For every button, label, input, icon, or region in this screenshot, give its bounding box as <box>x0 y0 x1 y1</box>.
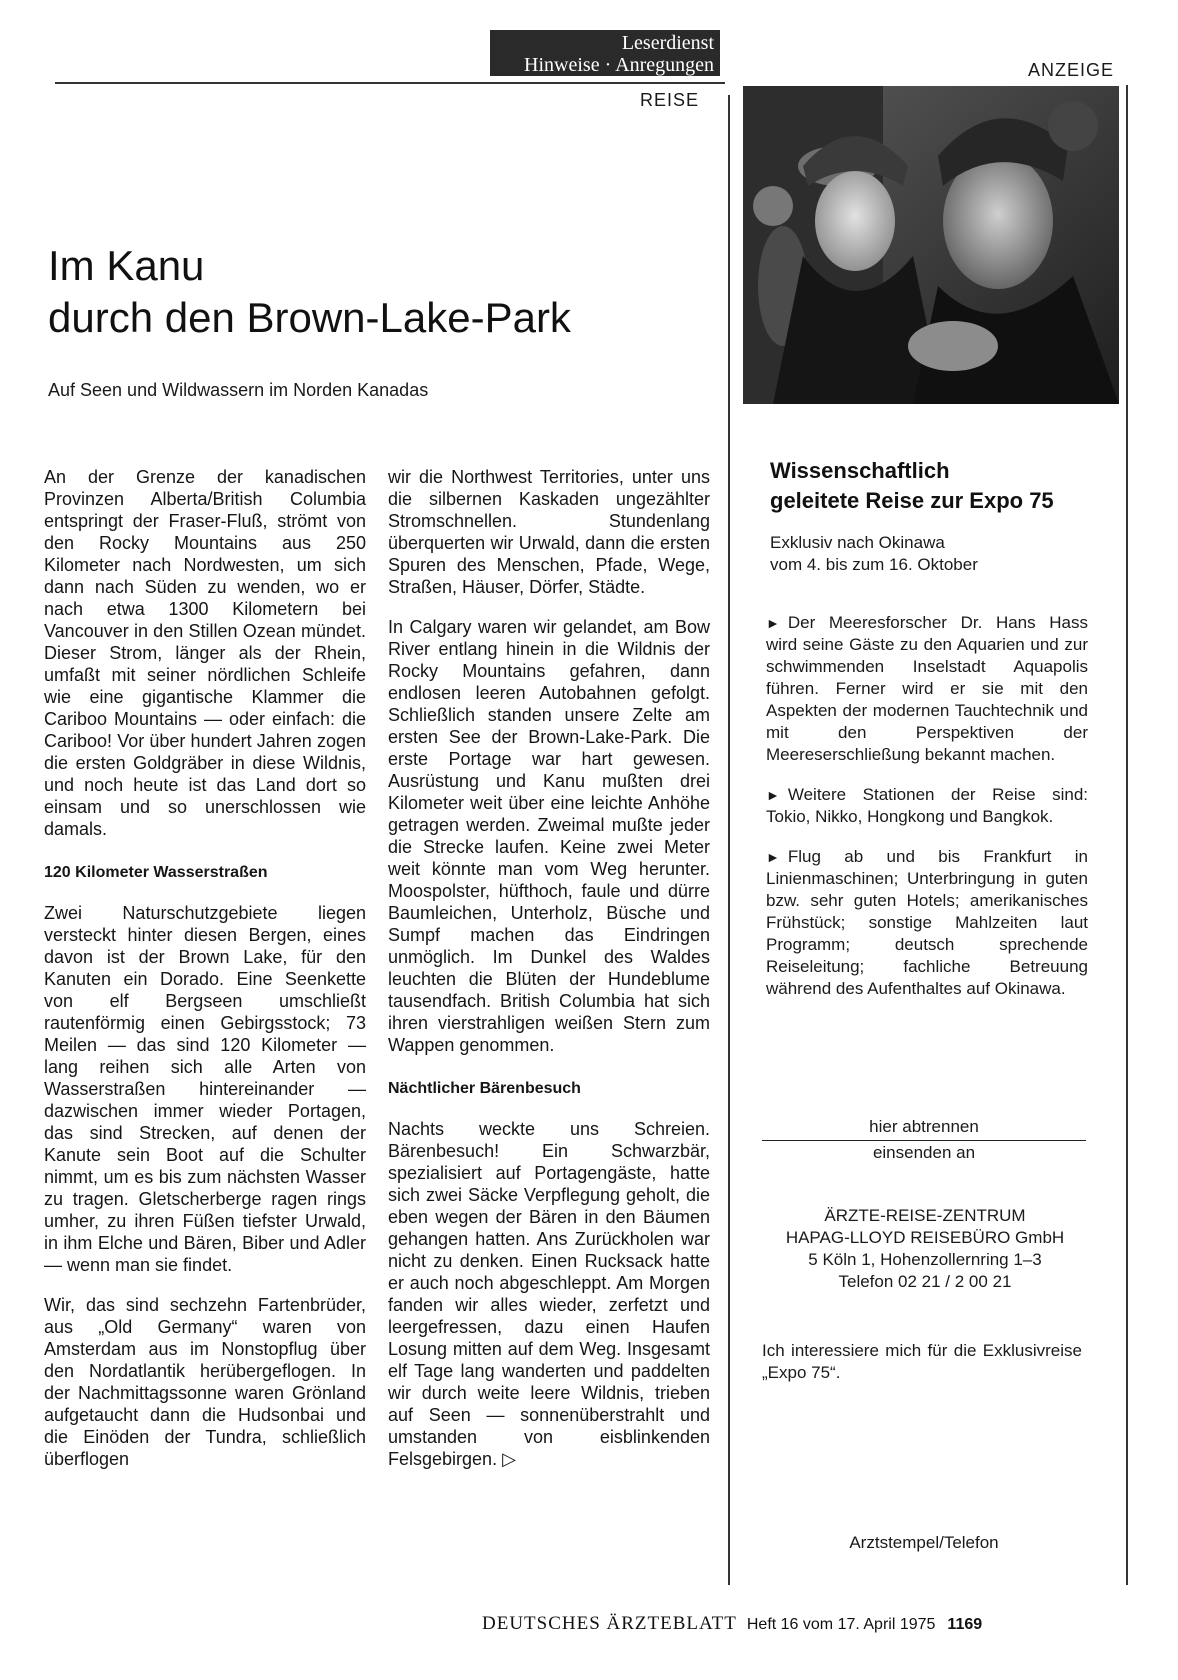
ad-bullet-text: Der Meeresforscher Dr. Hans Hass wird seine Gäste zu den Aquarien und zur schwimmenden Inselstadt Aquapolis führen. Ferner wird er sie mit den Aspekten der modernen Tauchtechnik und mit den Perspektiven der Meereserschließung bekannt machen. <box>766 613 1088 764</box>
ad-photo <box>743 86 1119 404</box>
triangle-bullet-icon: ► <box>766 849 780 865</box>
article-title-line-2: durch den Brown-Lake-Park <box>48 294 571 341</box>
badge-line-1: Leserdienst <box>621 32 714 54</box>
ad-label: ANZEIGE <box>1028 60 1115 80</box>
ad-bullet-text: Flug ab und bis Frankfurt in Linienmaschinen; Unterbringung in guten bzw. sehr guten Hotels; amerikanisches Frühstück; sonstige Mahlzeiten laut Programm; deutsch sprechende Reiseleitung; fachliche Betreuung während des Aufenthaltes auf Okinawa. <box>766 847 1088 998</box>
article-title-line-1: Im Kanu <box>48 242 205 289</box>
subheading: Nächtlicher Bärenbesuch <box>388 1080 581 1097</box>
badge-line-2: Hinweise · Anregungen <box>524 54 714 76</box>
ad-headline-line-2: geleitete Reise zur Expo 75 <box>770 488 1054 513</box>
page-footer <box>482 1613 982 1635</box>
article-subtitle: Auf Seen und Wildwassern im Norden Kanadas <box>48 380 429 400</box>
ad-headline-line-1: Wissenschaftlich <box>770 458 950 483</box>
ad-subheadline <box>770 532 978 576</box>
address-block <box>760 1205 1090 1293</box>
ad-sub-line-2: vom 4. bis zum 16. Oktober <box>770 555 978 574</box>
top-rule <box>55 82 725 84</box>
send-to-label: einsenden an <box>872 1143 976 1162</box>
ad-border-right <box>1126 85 1128 1585</box>
section-badge <box>490 30 720 76</box>
address-line: ÄRZTE-REISE-ZENTRUM <box>824 1206 1026 1225</box>
ad-headline <box>770 456 1110 516</box>
paragraph: wir die Northwest Territories, unter uns die silbernen Kaskaden ungezählter Stromschnellen. Stundenlang überquerten wir Urwald, dann die ersten Spuren des Menschen, Pfade, Wege, Straßen, Häuser, Dörfer, Städte. <box>388 467 710 597</box>
ad-bullet-list <box>766 612 1088 1018</box>
ad-sub-line-1: Exklusiv nach Okinawa <box>770 533 945 552</box>
triangle-bullet-icon: ► <box>766 615 780 631</box>
issue-info: Heft 16 vom 17. April 1975 <box>746 1616 936 1633</box>
cut-line <box>762 1140 1086 1141</box>
column-divider <box>728 95 730 1585</box>
page-number: 1169 <box>947 1616 983 1633</box>
paragraph: An der Grenze der kanadischen Provinzen Alberta/British Columbia entspringt der Fraser-Fluß, strömt von den Rocky Mountains aus 250 Kilometer nach Nordwesten, um sich dann nach Süden zu wenden, wo er nach etwa 1300 Kilometern bei Vancouver in den Stillen Ozean mündet. Dieser Strom, länger als der Rhein, umfaßt mit seiner nördlichen Schleife wie eine gigantische Klammer die Cariboo Mountains — oder einfach: die Cariboo! Vor über hundert Jahren zogen die ersten Goldgräber in diese Wildnis, und noch heute ist das Land dort so einsam und so unerschlossen wie damals. <box>44 467 366 839</box>
paragraph: In Calgary waren wir gelandet, am Bow River entlang hinein in die Wildnis der Rocky Mountains gefahren, dann endlosen leeren Autobahnen gefolgt. Schließlich standen unsere Zelte am ersten See der Brown-Lake-Park. Die erste Portage war hart gewesen. Ausrüstung und Kanu mußten drei Kilometer weit über eine leichte Anhöhe getragen werden. Zweimal mußte jeder die Strecke laufen. Keine zwei Meter weit könnte man vom Weg herunter. Moospolster, hüfthoch, faule und dürre Baumleichen, Unterholz, Büsche und Sumpf machen das Eindringen unmöglich. Im Dunkel des Waldes leuchten die Blüten der Hundeblume tausendfach. British Columbia hat sich ihren vierstrahligen weißen Stern zum Wappen genommen. <box>388 617 710 1055</box>
article-title <box>48 240 688 344</box>
divers-photo-illustration <box>743 86 1119 404</box>
ad-bullet-text: Weitere Stationen der Reise sind: Tokio, Nikko, Hongkong und Bangkok. <box>766 785 1088 826</box>
address-line: Telefon 02 21 / 2 00 21 <box>838 1272 1012 1291</box>
paragraph: Wir, das sind sechzehn Fartenbrüder, aus „Old Germany“ waren von Amsterdam aus im Nonstopflug über den Nordatlantik herübergeflogen. In der Nachmittagssonne waren Grönland aufgetaucht dann die Hudsonbai und die Einöden der Tundra, schließlich überflogen <box>44 1295 366 1469</box>
address-line: HAPAG-LLOYD REISEBÜRO GmbH <box>785 1228 1065 1247</box>
stamp-label: Arztstempel/Telefon <box>849 1533 999 1552</box>
triangle-bullet-icon: ► <box>766 787 780 803</box>
journal-name: DEUTSCHES ÄRZTEBLATT <box>482 1613 737 1634</box>
ad-bullet-item <box>766 846 1088 1000</box>
cut-here-label: hier abtrennen <box>869 1117 979 1136</box>
ad-bullet-item <box>766 612 1088 766</box>
interest-statement: Ich interessiere mich für die Exklusivreise „Expo 75“. <box>762 1341 1082 1382</box>
section-label: REISE <box>640 90 700 110</box>
ad-bullet-item <box>766 784 1088 828</box>
article-column-2 <box>388 466 710 1488</box>
paragraph: Zwei Naturschutzgebiete liegen versteckt hinter diesen Bergen, eines davon ist der Brown Lake, für den Kanuten ein Dorado. Eine Seenkette von elf Bergseen umschließt rautenförmig einen Gebirgsstock; 73 Meilen — das sind 120 Kilometer — lang reihen sich alle Arten von Wasserstraßen hintereinander — dazwischen immer wieder Portagen, das sind Strecken, auf denen der Kanute sein Boot auf die Schulter nimmt, um es bis zum nächsten Wasser zu tragen. Gletscherberge ragen rings umher, zu ihren Füßen tiefster Urwald, in ihm Elche und Bären, Biber und Adler — wenn man sie findet. <box>44 903 366 1275</box>
address-line: 5 Köln 1, Hohenzollernring 1–3 <box>808 1250 1042 1269</box>
paragraph: Nachts weckte uns Schreien. Bärenbesuch! Ein Schwarzbär, spezialisiert auf Portagengäste, hatte sich zwei Säcke Verpflegung geholt, die eben wegen der Bären in den Bäumen gehangen hatten. Ans Zurückholen war nicht zu denken. Einen Rucksack hatte er auch noch abgeschleppt. Am Morgen fanden wir alles wieder, zerfetzt und leergefressen, dazu einen Haufen Losung mitten auf dem Weg. Insgesamt elf Tage lang wanderten und paddelten wir durch weite leere Wildnis, trieben auf Seen — sonnenüberstrahlt und umstanden von eisblinkenden Felsgebirgen. ▷ <box>388 1119 710 1469</box>
subheading: 120 Kilometer Wasserstraßen <box>44 864 268 881</box>
article-column-1 <box>44 466 366 1488</box>
